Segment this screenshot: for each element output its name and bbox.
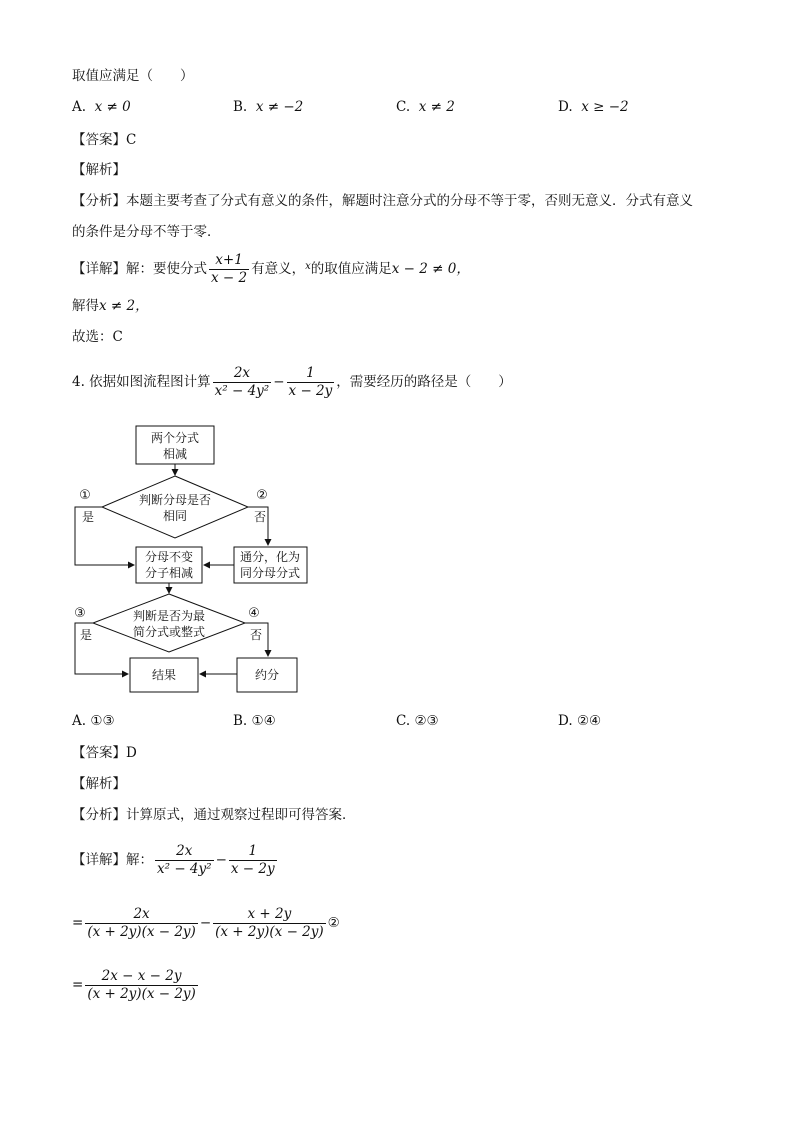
q4-detail-step-1: 【详解】解： $\frac{2x}{\text{x² − 4y²}}$ − $\frac{1}{x - 2y}$ xyxy=(72,843,275,877)
q4-stem-fraction-1: $\frac{2x}{\text{x² − 4y²}}$ xyxy=(214,365,270,399)
q4-step1-fraction-1: $\frac{2x}{\text{x² − 4y²}}$ xyxy=(157,843,212,877)
q4-option-b: B. ①④ xyxy=(233,713,276,729)
q4-step3-fraction: $\frac{2x - x - 2y}{(x + 2y)(x - 2y)}$ xyxy=(87,968,196,1002)
q3-option-a: A. x ≠ 0 xyxy=(72,99,131,115)
flow-decision-1 xyxy=(102,476,248,538)
q4-detail-step-3: = $\frac{2x - x - 2y}{(x + 2y)(x - 2y)}$ xyxy=(72,968,196,1002)
q4-option-c: C. ②③ xyxy=(396,713,439,729)
flow-path-1-marker: ① xyxy=(79,488,91,503)
q4-stem: 4. 依据如图流程图计算 $\frac{2x}{\text{x² − 4y²}}$ − $\frac{1}{x - 2y}$ ，需要经历的路径是（ ） xyxy=(72,365,512,399)
flow-start-line1: 两个分式 xyxy=(150,431,200,445)
flow-result-label: 结果 xyxy=(151,668,177,682)
flow-path-4-marker: ④ xyxy=(248,606,260,621)
q4-flowchart xyxy=(60,420,320,705)
q4-step2-fraction-1: $\frac{2x}{(x + 2y)(x - 2y)}$ xyxy=(87,906,196,940)
flow-decision-2-line2: 简分式或整式 xyxy=(132,625,206,639)
q3-solve: 解得x ≠ 2， xyxy=(72,298,149,314)
q3-fenxi-line2: 的条件是分母不等于零． xyxy=(72,224,221,240)
q4-detail-step-2: = $\frac{2x}{(x + 2y)(x - 2y)}$ − $\frac{x + 2y}{(x + 2y)(x - 2y)}$ ② xyxy=(72,906,340,940)
q4-option-a: A. ①③ xyxy=(72,713,115,729)
q4-step1-fraction-2: $\frac{1}{x - 2y}$ xyxy=(230,843,275,877)
q3-detail-fraction: $\frac{x+1}{x - 2}$ xyxy=(211,252,248,286)
q3-analysis-label: 【解析】 xyxy=(72,162,126,178)
q3-option-d: D. x ≥ −2 xyxy=(558,99,629,115)
flow-common-line1: 通分，化为 xyxy=(239,550,301,564)
flow-path-3-yes: 是 xyxy=(79,628,93,642)
q3-stem-tail: 取值应满足（ ） xyxy=(72,68,194,84)
flow-decision-1-line1: 判断分母是否 xyxy=(138,493,212,507)
q3-fenxi-line1: 【分析】本题主要考查了分式有意义的条件，解题时注意分式的分母不等于零，否则无意义．分式有意义 xyxy=(72,193,693,209)
q4-fenxi: 【分析】计算原式，通过观察过程即可得答案． xyxy=(72,807,356,823)
flow-common-line2: 同分母分式 xyxy=(239,566,301,580)
q4-analysis-label: 【解析】 xyxy=(72,776,126,792)
flow-decision-2 xyxy=(93,594,245,652)
q4-answer: 【答案】D xyxy=(72,745,137,761)
flow-same-line2: 分子相减 xyxy=(144,566,194,580)
q4-stem-fraction-2: $\frac{1}{x - 2y}$ xyxy=(288,365,333,399)
flow-start-line2: 相减 xyxy=(162,447,188,461)
flow-reduce-label: 约分 xyxy=(254,668,280,682)
q3-option-c: C. x ≠ 2 xyxy=(396,99,455,115)
q3-option-b: B. x ≠ −2 xyxy=(233,99,304,115)
flow-same-line1: 分母不变 xyxy=(144,550,194,564)
flow-decision-1-line2: 相同 xyxy=(162,509,188,523)
q3-detail: 【详解】解：要使分式 $\frac{x+1}{x - 2}$ 有意义，$^x$的取值应满足x − 2 ≠ 0， xyxy=(72,252,470,286)
flow-path-4-no: 否 xyxy=(249,628,263,642)
q4-step2-fraction-2: $\frac{x + 2y}{(x + 2y)(x - 2y)}$ xyxy=(215,906,324,940)
q3-choose: 故选：C xyxy=(72,329,123,345)
q4-option-d: D. ②④ xyxy=(558,713,602,729)
q3-answer: 【答案】C xyxy=(72,132,137,148)
flow-path-1-yes: 是 xyxy=(81,510,95,524)
flow-path-2-no: 否 xyxy=(253,510,267,524)
flow-path-2-marker: ② xyxy=(256,488,268,503)
flow-decision-2-line1: 判断是否为最 xyxy=(132,609,206,623)
flow-path-3-marker: ③ xyxy=(74,606,86,621)
